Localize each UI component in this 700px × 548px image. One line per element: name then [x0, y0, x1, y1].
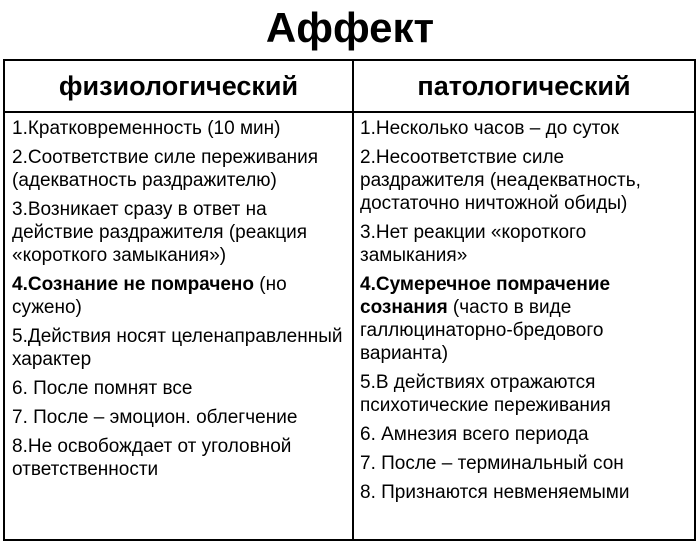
list-item: 3.Нет реакции «короткого замыкания» [360, 222, 587, 266]
list-item: 8. Признаются невменяемыми [360, 482, 630, 503]
list-item-bold-text: 4.Сознание не помрачено [12, 274, 254, 295]
list-item: 6. После помнят все [12, 378, 193, 399]
list-item: 8.Не освобождает от уголовной ответственности [12, 436, 292, 480]
column-header-physiological: физиологический [58, 71, 299, 101]
header-divider [5, 111, 694, 113]
list-item: 1.Несколько часов – до суток [360, 118, 619, 139]
column-divider [352, 61, 354, 539]
comparison-table [3, 59, 696, 541]
list-item: 3.Возникает сразу в ответ на действие раздражителя (реакция «короткого замыкания») [12, 199, 307, 266]
list-item: 1.Кратковременность (10 мин) [12, 118, 281, 139]
list-item: 2.Соответствие силе переживания (адекватность раздражителю) [12, 147, 319, 191]
list-item-text: (но сужено) [12, 274, 287, 318]
list-item-text: (часто в виде галлюцинаторно-бредового варианта) [360, 297, 604, 364]
list-item: 6. Амнезия всего периода [360, 424, 589, 445]
pathological-column [360, 117, 692, 510]
list-item: 7. После – эмоцион. облегчение [12, 407, 298, 428]
list-item [360, 273, 692, 365]
list-item: 7. После – терминальный сон [360, 453, 624, 474]
page-title: Аффект [265, 4, 435, 51]
list-item-bold-text: 4.Сумеречное помрачение сознания [360, 274, 611, 318]
list-item: 5.Действия носят целенаправленный характер [12, 326, 343, 370]
list-item: 5.В действиях отражаются психотические переживания [360, 372, 611, 416]
list-item: 2.Несоответствие силе раздражителя (неадекватность, достаточно ничтожной обиды) [360, 147, 641, 214]
column-header-pathological: патологический [417, 71, 631, 101]
physiological-column [12, 117, 346, 487]
list-item [12, 273, 346, 319]
